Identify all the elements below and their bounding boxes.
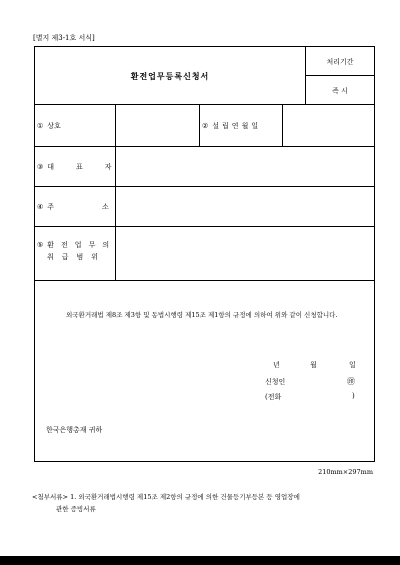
row-divider bbox=[35, 146, 374, 147]
company-name-label: ① 상호 bbox=[37, 122, 61, 130]
establishment-date-field[interactable] bbox=[285, 114, 373, 138]
processing-period-value: 즉 시 bbox=[332, 87, 348, 95]
representative-field[interactable] bbox=[118, 153, 373, 179]
company-name-text: 상호 bbox=[47, 122, 61, 130]
establishment-date-label: ② 설립연월일 bbox=[202, 122, 262, 130]
address-label: ④ 주소 bbox=[37, 203, 157, 211]
value-column-divider bbox=[199, 104, 200, 146]
row-divider bbox=[35, 226, 374, 227]
phone-open: (전화 bbox=[265, 393, 282, 401]
application-form bbox=[34, 46, 375, 462]
company-name-field[interactable] bbox=[117, 114, 197, 138]
representative-label: ③ 대표자 bbox=[37, 163, 134, 171]
date-day-label: 일 bbox=[349, 361, 356, 369]
date-year-label: 년 bbox=[273, 361, 280, 369]
paper-size-note: 210mm×297mm bbox=[318, 468, 373, 476]
establishment-date-text: 설립연월일 bbox=[212, 122, 262, 130]
exchange-scope-field[interactable] bbox=[118, 233, 373, 273]
row-divider bbox=[35, 280, 374, 281]
date-month-label: 월 bbox=[310, 361, 317, 369]
address-text: 주소 bbox=[47, 203, 157, 211]
form-number: [별지 제3-1호 서식] bbox=[33, 34, 95, 42]
form-title: 환전업무등록신청서 bbox=[130, 71, 210, 81]
representative-text: 대표자 bbox=[47, 163, 134, 171]
applicant-label: 신청인 bbox=[265, 378, 286, 386]
addressee: 한국은행총재 귀하 bbox=[46, 426, 103, 434]
bottom-border-bar bbox=[0, 556, 400, 565]
processing-divider bbox=[305, 75, 374, 76]
seal-mark: ㊞ bbox=[347, 377, 355, 386]
processing-period-label: 처리기간 bbox=[326, 58, 354, 66]
attachment-note-line2: 관한 증빙서류 bbox=[56, 505, 96, 513]
address-field[interactable] bbox=[118, 193, 373, 219]
row-divider bbox=[35, 104, 374, 105]
exchange-scope-line2: 취급범위 bbox=[47, 253, 107, 261]
application-statement: 외국환거래법 제8조 제3항 및 동법시행령 제15조 제1항의 규정에 의하여 위와 같이 신청합니다. bbox=[66, 311, 338, 319]
attachment-note bbox=[32, 491, 377, 515]
row-divider bbox=[35, 186, 374, 187]
attachment-note-line1: <첨부서류> 1. 외국환거래법시행령 제15조 제2항의 규정에 의한 건물등기부등본 등 영업장에 bbox=[32, 493, 300, 501]
phone-close: ) bbox=[352, 392, 355, 400]
date-label-divider bbox=[282, 104, 283, 146]
exchange-scope-line1: 환전업무의 bbox=[47, 241, 117, 249]
exchange-scope-label: ⑤ 환전업무의 취급범위 bbox=[37, 241, 117, 261]
